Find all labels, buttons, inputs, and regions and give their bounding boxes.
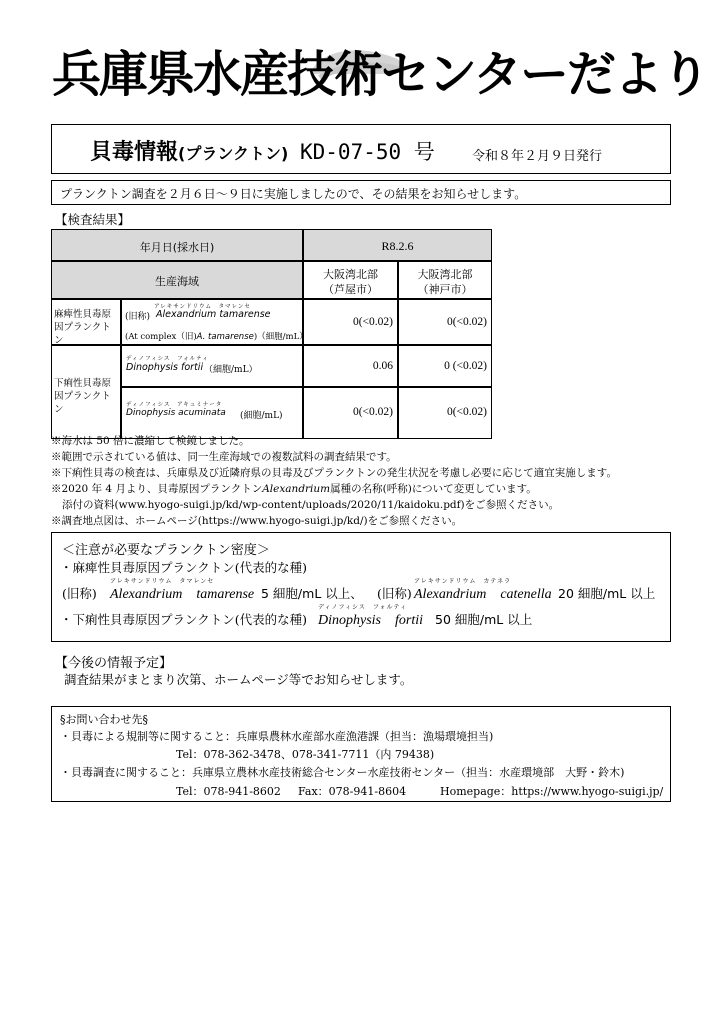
complex-line: (At complex（旧)A. tamarense)（細胞/mL） (125, 332, 308, 342)
old-name-prefix: (旧称) (125, 312, 151, 322)
issue-number: KD-07-50 号 (300, 140, 435, 164)
acuminata-value-kobe-cell (398, 387, 492, 439)
diarrhetic-group-label: 下痢性貝毒原因プランクトン (54, 378, 112, 415)
caution-heading: ＜注意が必要なプランクトン密度＞ (62, 543, 270, 558)
date-header-label: 年月日(採水日) (139, 241, 215, 254)
issue-title-main: 貝毒情報 (90, 140, 179, 165)
contact-heading: §お問い合わせ先§ (60, 713, 148, 726)
contact-box (51, 706, 671, 802)
note-range: ※範囲で示されている値は、同一生産海域での複数試料の調査結果です。 (51, 451, 397, 463)
date-value-cell (303, 229, 492, 261)
species-dinophysis-fortii: Dinophysis fortii (126, 362, 204, 373)
paralytic-group-label: 麻痺性貝毒原因プランクトン (54, 309, 112, 346)
species-dinophysis-acuminata: Dinophysis acuminata (126, 408, 226, 418)
ruby-alexandrium-tamarense: アレキサンドリウム タマレンセ (154, 304, 251, 310)
fortii-species-cell (121, 345, 303, 387)
density-2: 20 細胞/mL 以上 (558, 586, 656, 601)
contact-line-survey: ・貝毒調査に関すること：兵庫県立農林水産技術総合センター水産技術センター（担当：水産環境部 大野・鈴木) (60, 766, 625, 779)
area-cell-ashiya (303, 261, 398, 299)
note-concentration: ※海水は 50 倍に濃縮して検鏡しました。 (51, 435, 250, 447)
species-alexandrium-tamarense: Alexandrium tamarense (156, 309, 271, 320)
acuminata-value-kobe: 0(<0.02) (446, 406, 487, 418)
note-attachment: 添付の資料(www.hyogo-suigi.jp/kd/wp-content/uploads/2020/11/kaidoku.pdf)をご参照ください。 (62, 499, 560, 511)
area-name-kobe: 大阪湾北部 (417, 268, 473, 281)
ruby-3: ディノフィシス フォルティ (318, 604, 408, 611)
contact-survey-fax: Fax：078-941-8604 (298, 785, 407, 798)
fortii-value-ashiya: 0.06 (372, 360, 393, 372)
caution-box (51, 532, 671, 642)
diarrhetic-label: ・下痢性貝毒原因プランクトン(代表的な種) (60, 612, 308, 627)
acuminata-value-ashiya: 0(<0.02) (352, 406, 393, 418)
future-text: 調査結果がまとまり次第、ホームページ等でお知らせします。 (64, 672, 413, 687)
date-header-cell (51, 229, 303, 261)
ruby-dinophysis-fortii: ディノフィシス フォルティ (126, 356, 209, 362)
paralytic-group-label-cell (51, 299, 121, 345)
issue-title-sub: (プランクトン) (178, 144, 289, 163)
species-1: Alexandrium tamarense (110, 587, 255, 602)
contact-regulation-tel: Tel：078-362-3478、078-341-7711（内 79438) (176, 748, 435, 761)
area-sub-ashiya: （芦屋市） (323, 283, 378, 296)
fortii-unit: （細胞/mL） (204, 365, 258, 375)
paralytic-value-ashiya: 0(<0.02) (352, 316, 393, 328)
paralytic-value-kobe-cell (398, 299, 492, 345)
area-name-ashiya: 大阪湾北部 (323, 268, 378, 281)
fortii-value-kobe: 0 (<0.02) (444, 360, 487, 372)
note-diarrhetic: ※下痢性貝毒の検査は、兵庫県及び近隣府県の貝毒及びプランクトンの発生状況を考慮し必要に応じて適宜実施します。 (51, 467, 617, 479)
ruby-dinophysis-acuminata: ディノフィシス アキュミナータ (126, 402, 223, 408)
density-1: 5 細胞/mL 以上、 (261, 586, 363, 601)
area-header-cell (51, 261, 303, 299)
area-sub-kobe: （神戸市） (417, 283, 473, 296)
note-map: ※調査地点図は、ホームページ(https://www.hyogo-suigi.jp/kd/)をご参照ください。 (51, 515, 463, 527)
results-table (51, 229, 492, 439)
issue-date: 令和８年２月９日発行 (472, 149, 603, 164)
page-title: 兵庫県水産技術センターだより (52, 46, 709, 103)
intro-text: プランクトン調査を２月６日〜９日に実施しましたので、その結果をお知らせします。 (51, 180, 671, 205)
species-2: Alexandrium catenella (414, 587, 552, 602)
results-heading: 【検査結果】 (55, 212, 131, 227)
contact-homepage-link[interactable]: Homepage：https://www.hyogo-suigi.jp/ (440, 785, 664, 798)
diarrhetic-group-label-cell (51, 345, 121, 439)
note-rename: ※2020 年 4 月より、貝毒原因プランクトンAlexandrium属種の名称(呼称)について変更しています。 (51, 483, 537, 495)
contact-survey-tel: Tel：078-941-8602 (176, 785, 281, 798)
density-3: 50 細胞/mL 以上 (435, 612, 533, 627)
old-name-2: (旧称) (377, 586, 412, 601)
ruby-1: アレキサンドリウム タマレンセ (110, 578, 215, 585)
fortii-value-ashiya-cell (303, 345, 398, 387)
old-name-1: (旧称) (62, 586, 97, 601)
acuminata-unit: (細胞/mL) (240, 411, 283, 421)
paralytic-value-ashiya-cell (303, 299, 398, 345)
future-heading: 【今後の情報予定】 (55, 656, 173, 671)
paralytic-label: ・麻痺性貝毒原因プランクトン(代表的な種) (60, 560, 308, 575)
acuminata-species-cell (121, 387, 303, 439)
ruby-2: アレキサンドリウム カテネラ (414, 578, 512, 585)
species-3: Dinophysis fortii (318, 613, 424, 628)
contact-line-regulation: ・貝毒による規制等に関すること：兵庫県農林水産部水産漁港課（担当：漁場環境担当) (60, 730, 494, 743)
area-header-label: 生産海域 (155, 275, 199, 288)
fortii-value-kobe-cell (398, 345, 492, 387)
paralytic-value-kobe: 0(<0.02) (446, 316, 487, 328)
acuminata-value-ashiya-cell (303, 387, 398, 439)
issue-title-box (51, 124, 671, 174)
issue-title (90, 135, 435, 166)
area-cell-kobe (398, 261, 492, 299)
date-value: R8.2.6 (381, 239, 414, 253)
paralytic-species-cell (121, 299, 308, 345)
